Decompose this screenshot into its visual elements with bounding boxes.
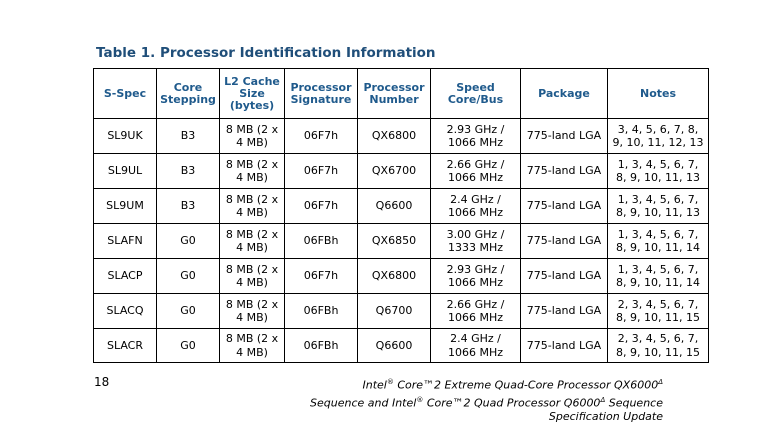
processor-id-table bbox=[93, 68, 709, 363]
cell-sspec: SL9UK bbox=[94, 119, 157, 154]
cell-package: 775-land LGA bbox=[521, 329, 608, 363]
cell-speed: 2.4 GHz / 1066 MHz bbox=[431, 329, 521, 363]
cell-cache: 8 MB (2 x 4 MB) bbox=[220, 224, 285, 259]
cell-number: Q6600 bbox=[358, 189, 431, 224]
cell-stepping: G0 bbox=[157, 224, 220, 259]
cell-notes: 1, 3, 4, 5, 6, 7, 8, 9, 10, 11, 14 bbox=[608, 224, 709, 259]
footer-document-title bbox=[243, 375, 663, 424]
cell-number: Q6600 bbox=[358, 329, 431, 363]
header-notes: Notes bbox=[608, 69, 709, 119]
header-package: Package bbox=[521, 69, 608, 119]
header-speed: Speed Core/Bus bbox=[431, 69, 521, 119]
table-title: Table 1. Processor Identification Information bbox=[96, 45, 436, 61]
cell-notes: 2, 3, 4, 5, 6, 7, 8, 9, 10, 11, 15 bbox=[608, 329, 709, 363]
table-row bbox=[94, 119, 709, 154]
cell-package: 775-land LGA bbox=[521, 119, 608, 154]
table-row bbox=[94, 154, 709, 189]
header-core-stepping: Core Stepping bbox=[157, 69, 220, 119]
cell-signature: 06F7h bbox=[285, 189, 358, 224]
cell-speed: 2.66 GHz / 1066 MHz bbox=[431, 294, 521, 329]
cell-package: 775-land LGA bbox=[521, 294, 608, 329]
cell-sspec: SL9UM bbox=[94, 189, 157, 224]
table-row bbox=[94, 189, 709, 224]
cell-number: QX6800 bbox=[358, 119, 431, 154]
cell-cache: 8 MB (2 x 4 MB) bbox=[220, 259, 285, 294]
cell-signature: 06FBh bbox=[285, 329, 358, 363]
table-row bbox=[94, 259, 709, 294]
cell-notes: 2, 3, 4, 5, 6, 7, 8, 9, 10, 11, 15 bbox=[608, 294, 709, 329]
footer-line-3: Specification Update bbox=[548, 410, 663, 424]
cell-stepping: G0 bbox=[157, 294, 220, 329]
cell-package: 775-land LGA bbox=[521, 224, 608, 259]
cell-speed: 2.4 GHz / 1066 MHz bbox=[431, 189, 521, 224]
cell-package: 775-land LGA bbox=[521, 154, 608, 189]
cell-package: 775-land LGA bbox=[521, 259, 608, 294]
cell-cache: 8 MB (2 x 4 MB) bbox=[220, 189, 285, 224]
cell-signature: 06F7h bbox=[285, 119, 358, 154]
header-row bbox=[94, 69, 709, 119]
cell-number: QX6800 bbox=[358, 259, 431, 294]
cell-signature: 06F7h bbox=[285, 259, 358, 294]
footer-line-1: Intel® Core™2 Extreme Quad-Core Processor $QX6000^\Delta$ bbox=[362, 378, 663, 392]
cell-notes: 1, 3, 4, 5, 6, 7, 8, 9, 10, 11, 13 bbox=[608, 154, 709, 189]
cell-stepping: G0 bbox=[157, 259, 220, 294]
cell-cache: 8 MB (2 x 4 MB) bbox=[220, 119, 285, 154]
cell-number: Q6700 bbox=[358, 294, 431, 329]
cell-cache: 8 MB (2 x 4 MB) bbox=[220, 154, 285, 189]
cell-signature: 06F7h bbox=[285, 154, 358, 189]
cell-signature: 06FBh bbox=[285, 294, 358, 329]
cell-notes: 1, 3, 4, 5, 6, 7, 8, 9, 10, 11, 14 bbox=[608, 259, 709, 294]
table-row bbox=[94, 294, 709, 329]
header-processor-signature: Processor Signature bbox=[285, 69, 358, 119]
page-number: 18 bbox=[94, 375, 110, 389]
cell-stepping: B3 bbox=[157, 119, 220, 154]
cell-cache: 8 MB (2 x 4 MB) bbox=[220, 294, 285, 329]
cell-stepping: B3 bbox=[157, 189, 220, 224]
cell-sspec: SL9UL bbox=[94, 154, 157, 189]
table-row bbox=[94, 329, 709, 363]
header-sspec: S-Spec bbox=[94, 69, 157, 119]
cell-speed: 3.00 GHz / 1333 MHz bbox=[431, 224, 521, 259]
cell-stepping: G0 bbox=[157, 329, 220, 363]
header-processor-number: Processor Number bbox=[358, 69, 431, 119]
cell-speed: 2.93 GHz / 1066 MHz bbox=[431, 259, 521, 294]
cell-sspec: SLACP bbox=[94, 259, 157, 294]
cell-number: QX6700 bbox=[358, 154, 431, 189]
cell-speed: 2.66 GHz / 1066 MHz bbox=[431, 154, 521, 189]
footer-line-2: Sequence and Intel® Core™2 Quad Processor $Q6000^\Delta$ Sequence bbox=[310, 395, 663, 410]
cell-signature: 06FBh bbox=[285, 224, 358, 259]
cell-cache: 8 MB (2 x 4 MB) bbox=[220, 329, 285, 363]
cell-notes: 3, 4, 5, 6, 7, 8, 9, 10, 11, 12, 13 bbox=[608, 119, 709, 154]
cell-sspec: SLAFN bbox=[94, 224, 157, 259]
header-l2-cache: L2 Cache Size (bytes) bbox=[220, 69, 285, 119]
cell-number: QX6850 bbox=[358, 224, 431, 259]
cell-sspec: SLACR bbox=[94, 329, 157, 363]
cell-notes: 1, 3, 4, 5, 6, 7, 8, 9, 10, 11, 13 bbox=[608, 189, 709, 224]
cell-speed: 2.93 GHz / 1066 MHz bbox=[431, 119, 521, 154]
cell-sspec: SLACQ bbox=[94, 294, 157, 329]
cell-package: 775-land LGA bbox=[521, 189, 608, 224]
cell-stepping: B3 bbox=[157, 154, 220, 189]
table-row bbox=[94, 224, 709, 259]
